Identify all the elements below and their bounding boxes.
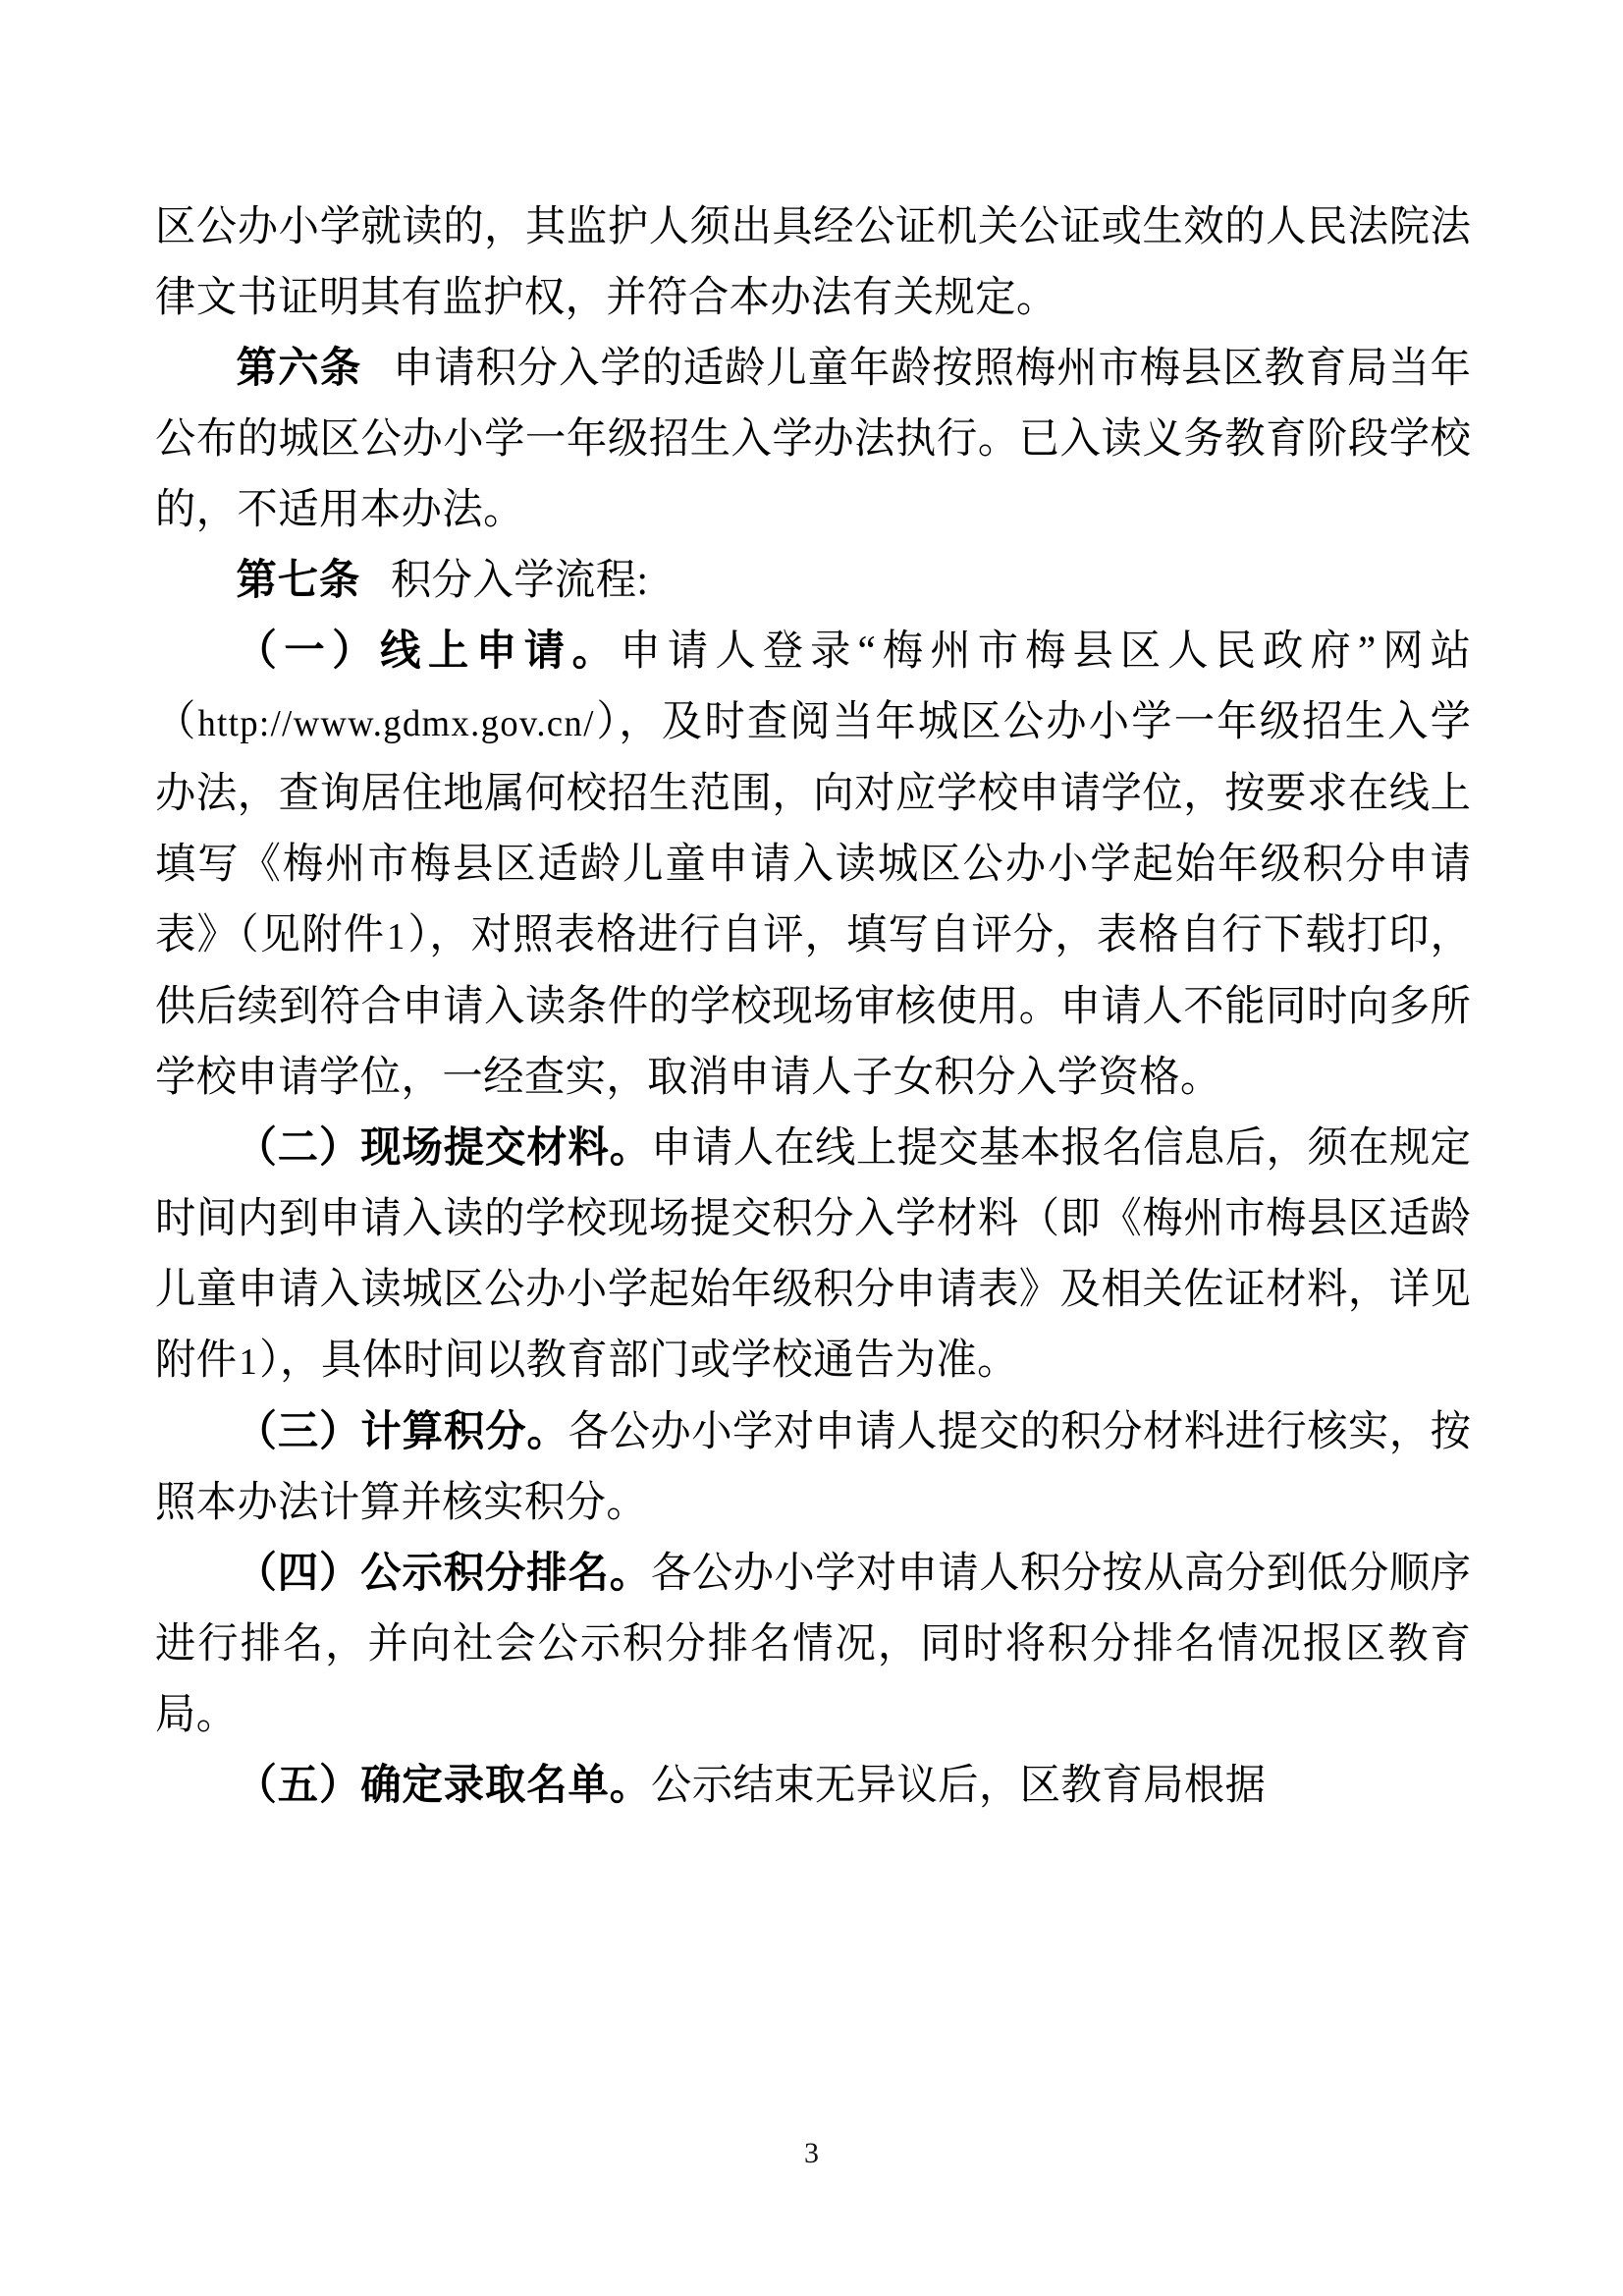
- item-2-text-tail: ），具体时间以教育部门或学校通告为准。: [259, 1338, 1018, 1384]
- item-4-text: 各公办小学对申请人积分按从高分到低分顺序进行排名，并向社会公示积分排名情况，同时将积分排名情况报区教育局。: [155, 1551, 1472, 1738]
- item-2-text-before-number: 申请人在线上提交基本报名信息后，须在规定时间内到申请入读的学校现场提交积分入学材料（即《梅州市梅县区适龄儿童申请入读城区公办小学起始年级积分申请表》及相关佐证材料，详见附件: [155, 1125, 1472, 1384]
- paragraph-item-1: [155, 617, 1471, 1114]
- item-1-text-before-url: 申请人登录“梅州市梅县区人民政府”网站（: [155, 629, 1472, 745]
- item-2-attachment-number: 1: [239, 1341, 258, 1383]
- item-3-heading: （三）计算积分。: [236, 1409, 568, 1455]
- item-3-text: 各公办小学对申请人提交的积分材料进行核实，按照本办法计算并核实积分。: [155, 1409, 1472, 1526]
- government-website-url: http://www.gdmx.gov.cn/: [197, 703, 595, 744]
- item-1-attachment-number: 1: [387, 916, 406, 957]
- item-5-text: 公示结束无异议后，区教育局根据: [650, 1763, 1267, 1809]
- item-4-heading: （四）公示积分排名。: [236, 1551, 652, 1597]
- paragraph-text: 区公办小学就读的，其监护人须出具经公证机关公证或生效的人民法院法律文书证明其有监护权，并符合本办法有关规定。: [155, 204, 1472, 321]
- item-1-heading: （一）线上申请。: [236, 629, 621, 675]
- article-6-text: 申请积分入学的适龄儿童年龄按照梅州市梅县区教育局当年公布的城区公办小学一年级招生入学办法执行。已入读义务教育阶段学校的，不适用本办法。: [155, 346, 1472, 533]
- paragraph-article-6: [155, 334, 1471, 546]
- paragraph-article-7: [155, 546, 1471, 617]
- item-1-text-tail: ），对照表格进行自评，填写自评分，表格自行下载打印，供后续到符合申请入读条件的学校现场审核使用。申请人不能同时向多所学校申请学位，一经查实，取消申请人子女积分入学资格。: [155, 912, 1472, 1101]
- article-6-heading: 第六条: [236, 346, 362, 392]
- paragraph-item-2: [155, 1114, 1471, 1397]
- paragraph-item-4: [155, 1539, 1471, 1751]
- item-2-heading: （二）现场提交材料。: [236, 1125, 652, 1172]
- article-7-text: 积分入学流程:: [391, 558, 649, 604]
- page-number: 3: [804, 2137, 819, 2169]
- paragraph-item-5: [155, 1751, 1471, 1822]
- item-5-heading: （五）确定录取名单。: [236, 1763, 651, 1809]
- paragraph-continued: [155, 192, 1471, 334]
- item-1-text-after-url: ），及时查阅当年城区公办小学一年级招生入学办法，查询居住地属何校招生范围，向对应学校申请学位，按要求在线上填写《梅州市梅县区适龄儿童申请入读城区公办小学起始年级积分申请表》（见附件: [155, 699, 1472, 958]
- paragraph-item-3: [155, 1397, 1471, 1539]
- article-7-heading: 第七条: [236, 558, 361, 604]
- page-content: [155, 192, 1471, 1822]
